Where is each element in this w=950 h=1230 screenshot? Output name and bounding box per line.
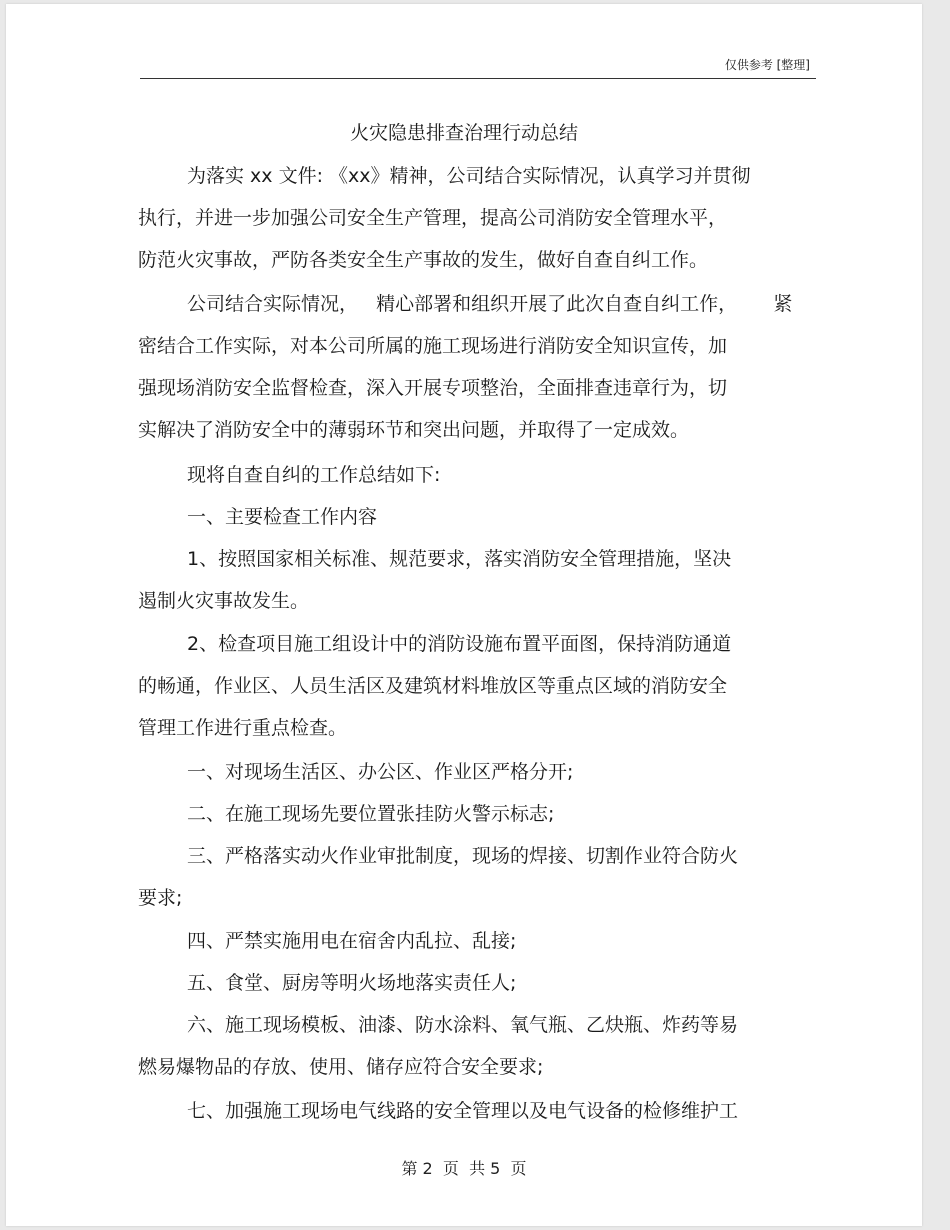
list-item: 一、对现场生活区、办公区、作业区严格分开; xyxy=(187,761,574,783)
paragraph-line: 防范火灾事故，严防各类安全生产事故的发生，做好自查自纠工作。 xyxy=(138,249,709,271)
header-divider xyxy=(140,78,816,79)
header-note: 仅供参考 [整理] xyxy=(724,58,810,72)
paragraph-line: 遏制火灾事故发生。 xyxy=(138,590,310,612)
paragraph-line: 强现场消防安全监督检查，深入开展专项整治，全面排查违章行为，切 xyxy=(138,377,728,399)
paragraph-line: 实解决了消防安全中的薄弱环节和突出问题，并取得了一定成效。 xyxy=(138,419,690,441)
list-item: 四、严禁实施用电在宿舍内乱拉、乱接; xyxy=(187,930,517,952)
list-item-continuation: 燃易爆物品的存放、使用、储存应符合安全要求; xyxy=(138,1056,544,1078)
list-item: 三、严格落实动火作业审批制度，现场的焊接、切割作业符合防火 xyxy=(187,845,739,867)
paragraph-line: 现将自查自纠的工作总结如下: xyxy=(187,464,441,486)
list-item-continuation: 要求; xyxy=(138,887,183,909)
paragraph-line: 密结合工作实际，对本公司所属的施工现场进行消防安全知识宣传，加 xyxy=(138,335,728,357)
paragraph-line: 1、按照国家相关标准、规范要求，落实消防安全管理措施，坚决 xyxy=(187,548,732,570)
paragraph-line: 执行，并进一步加强公司安全生产管理，提高公司消防安全管理水平， xyxy=(138,207,728,229)
section-heading: 一、主要检查工作内容 xyxy=(187,506,378,528)
paragraph-line: 管理工作进行重点检查。 xyxy=(138,717,348,739)
list-item: 五、食堂、厨房等明火场地落实责任人; xyxy=(187,972,517,994)
document-title: 火灾隐患排查治理行动总结 xyxy=(349,122,578,144)
document-page xyxy=(6,4,922,1226)
list-item: 七、加强施工现场电气线路的安全管理以及电气设备的检修维护工 xyxy=(187,1100,739,1122)
paragraph-line: 的畅通，作业区、人员生活区及建筑材料堆放区等重点区域的消防安全 xyxy=(138,675,728,697)
list-item: 二、在施工现场先要位置张挂防火警示标志; xyxy=(187,803,555,825)
paragraph-line: 2、检查项目施工组设计中的消防设施布置平面图，保持消防通道 xyxy=(187,633,732,655)
paragraph-line: 为落实 xx 文件: 《xx》精神，公司结合实际情况，认真学习并贯彻 xyxy=(187,165,751,187)
page-number: 第 2 页 共 5 页 xyxy=(401,1159,527,1178)
list-item: 六、施工现场模板、油漆、防水涂料、氧气瓶、乙炔瓶、炸药等易 xyxy=(187,1014,739,1036)
paragraph-line: 公司结合实际情况， 精心部署和组织开展了此次自查自纠工作， 紧 xyxy=(187,293,793,315)
